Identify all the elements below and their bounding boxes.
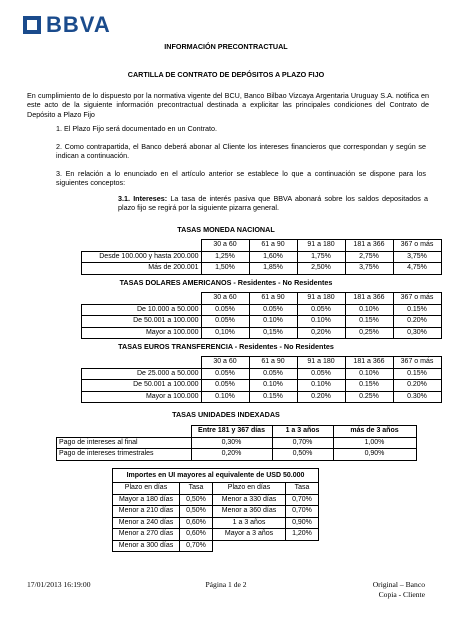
table-row	[113, 506, 319, 518]
item-3-1-text: La tasa de interés pasiva que BBVA abonará sobre los saldos depositados a plazo fijo se regirá por la siguiente pizarra general.	[118, 194, 428, 213]
rate-cell: 0,70%	[272, 437, 333, 449]
table-row	[82, 368, 442, 380]
table-header-cell: 30 a 60	[201, 293, 249, 305]
item-1: 1. El Plazo Fijo será documentado en un Contrato.	[56, 124, 218, 133]
rate-cell: 0,25%	[345, 327, 393, 339]
table-row	[57, 449, 417, 461]
table-header-cell: 181 a 366	[345, 357, 393, 369]
table-euros-title: TASAS EUROS TRANSFERENCIA - Residentes - No Residentes	[118, 342, 334, 351]
table-header-cell: 181 a 366	[345, 240, 393, 252]
table-title-row	[113, 469, 319, 483]
rate-cell: 0.15%	[393, 368, 441, 380]
footer-date: 17/01/2013 16:19:00	[27, 580, 91, 589]
table-header-cell: 91 a 180	[297, 357, 345, 369]
rate-cell: 1,20%	[286, 529, 319, 541]
rate-cell: 0.05%	[201, 316, 249, 328]
rate-cell: 0.15%	[249, 391, 297, 403]
rate-cell: 3,75%	[345, 263, 393, 275]
term-cell: Menor a 300 días	[113, 540, 180, 552]
row-label: De 10.000 a 50.000	[82, 304, 202, 316]
item-3: 3. En relación a lo enunciado en el artículo anterior se establece lo que a continuación se dispone para los siguientes conceptos:	[56, 169, 426, 188]
bbva-logo-icon	[22, 15, 42, 35]
rate-cell: 0.05%	[249, 368, 297, 380]
rate-cell: 0.05%	[201, 304, 249, 316]
intro-paragraph: En cumplimiento de lo dispuesto por la normativa vigente del BCU, Banco Bilbao Vizcaya Argentaria Uruguay S.A. notifica en este acto de la siguiente información precontractual destinada a explicitar las principales condiciones del Contrato de Depósito a Plazo Fijo	[27, 91, 429, 119]
table-header-row	[82, 293, 442, 305]
rate-cell: 0,50%	[180, 494, 213, 506]
term-cell: 1 a 3 años	[213, 517, 286, 529]
table-header-row	[57, 426, 417, 438]
rate-cell: 0,90%	[286, 517, 319, 529]
rate-cell: 0,10%	[201, 327, 249, 339]
doc-title-2: CARTILLA DE CONTRATO DE DEPÓSITOS A PLAZO FIJO	[127, 70, 325, 79]
table-header-cell: Tasa	[180, 483, 213, 495]
rate-cell: 0,60%	[180, 517, 213, 529]
term-cell: Menor a 240 días	[113, 517, 180, 529]
footer-page: Página 1 de 2	[205, 580, 247, 589]
rate-cell: 3,75%	[393, 251, 441, 263]
term-cell: Menor a 210 días	[113, 506, 180, 518]
rate-cell: 1,60%	[249, 251, 297, 263]
rate-cell: 0.10%	[201, 391, 249, 403]
table-header-cell: 30 a 60	[201, 357, 249, 369]
rate-cell: 0.10%	[249, 316, 297, 328]
table-row	[82, 263, 442, 275]
rate-cell: 0.15%	[345, 380, 393, 392]
rate-cell: 0.20%	[393, 316, 441, 328]
rate-cell: 0.25%	[345, 391, 393, 403]
rate-cell: 1,75%	[297, 251, 345, 263]
rate-cell: 0,90%	[333, 449, 416, 461]
row-label: Desde 100.000 y hasta 200.000	[82, 251, 202, 263]
rate-cell: 0.10%	[345, 368, 393, 380]
term-cell: Menor a 270 días	[113, 529, 180, 541]
rate-cell: 0,70%	[286, 494, 319, 506]
table-header-cell: 61 a 90	[249, 293, 297, 305]
row-label: Mayor a 100.000	[82, 391, 202, 403]
rate-cell: 0.30%	[393, 391, 441, 403]
table-row	[113, 529, 319, 541]
row-label: Pago de intereses trimestrales	[57, 449, 192, 461]
rate-cell: 0.10%	[297, 380, 345, 392]
item-3-1	[118, 194, 428, 213]
table-header-cell: más de 3 años	[333, 426, 416, 438]
rate-cell: 1,50%	[201, 263, 249, 275]
table-row	[82, 304, 442, 316]
rate-cell: 0.10%	[297, 316, 345, 328]
rate-cell: 0,30%	[191, 437, 272, 449]
footer-copy-original: Original – Banco	[372, 580, 425, 589]
table-header-cell: 91 a 180	[297, 293, 345, 305]
table-header-cell: Plazo en días	[113, 483, 180, 495]
rate-cell: 0,60%	[180, 529, 213, 541]
rate-cell: 0.05%	[297, 304, 345, 316]
rate-cell: 0.20%	[393, 380, 441, 392]
table-dolares	[81, 292, 442, 339]
row-label: Mayor a 100.000	[82, 327, 202, 339]
table-row	[82, 327, 442, 339]
table-header-cell: 91 a 180	[297, 240, 345, 252]
rate-cell: 0.10%	[249, 380, 297, 392]
footer-copy-cliente: Copia - Cliente	[378, 590, 425, 599]
table-euros	[81, 356, 442, 403]
rate-cell: 0.05%	[297, 368, 345, 380]
rate-cell: 0,50%	[180, 506, 213, 518]
rate-cell: 0.15%	[345, 316, 393, 328]
rate-cell: 0.05%	[201, 368, 249, 380]
table-row	[113, 540, 319, 552]
bbva-logo	[22, 12, 111, 38]
row-label: De 25.000 a 50.000	[82, 368, 202, 380]
term-cell: Mayor a 180 días	[113, 494, 180, 506]
table-dolares-title: TASAS DOLARES AMERICANOS - Residentes - No Residentes	[119, 278, 333, 287]
table-ui-title: Importes en UI mayores al equivalente de USD 50.000	[113, 469, 319, 483]
table-header-row	[113, 483, 319, 495]
row-label: Más de 200.001	[82, 263, 202, 275]
rate-cell: 0.05%	[249, 304, 297, 316]
table-header-cell: 61 a 90	[249, 240, 297, 252]
rate-cell: 0,70%	[286, 506, 319, 518]
table-indexadas	[56, 425, 417, 461]
rate-cell: 1,00%	[333, 437, 416, 449]
rate-cell: 4,75%	[393, 263, 441, 275]
table-header-cell: 181 a 366	[345, 293, 393, 305]
term-cell: Mayor a 3 años	[213, 529, 286, 541]
rate-cell: 1,85%	[249, 263, 297, 275]
table-header-cell: 367 o más	[393, 293, 441, 305]
rate-cell: 1,25%	[201, 251, 249, 263]
item-2: 2. Como contrapartida, el Banco deberá abonar al Cliente los intereses financieros que correspondan y según se indican a continuación.	[56, 142, 426, 161]
rate-cell: 0,20%	[191, 449, 272, 461]
table-header-cell: Tasa	[286, 483, 319, 495]
table-row	[113, 494, 319, 506]
item-3-1-label: 3.1. Intereses:	[118, 194, 168, 203]
row-label: De 50.001 a 100.000	[82, 380, 202, 392]
rate-cell: 0.10%	[345, 304, 393, 316]
table-header-cell: 30 a 60	[201, 240, 249, 252]
rate-cell: 0,70%	[180, 540, 213, 552]
doc-title-1: INFORMACIÓN PRECONTRACTUAL	[164, 42, 288, 51]
table-header-cell: Plazo en días	[213, 483, 286, 495]
table-ui	[112, 468, 319, 552]
table-row	[82, 380, 442, 392]
rate-cell: 0,20%	[297, 327, 345, 339]
table-row	[82, 391, 442, 403]
table-header-row	[82, 240, 442, 252]
table-header-cell: 1 a 3 años	[272, 426, 333, 438]
table-nacional	[81, 239, 442, 275]
rate-cell: 2,75%	[345, 251, 393, 263]
table-row	[82, 316, 442, 328]
table-row	[57, 437, 417, 449]
table-row	[113, 517, 319, 529]
table-row	[82, 251, 442, 263]
table-header-cell: 61 a 90	[249, 357, 297, 369]
table-header-cell: Entre 181 y 367 días	[191, 426, 272, 438]
row-label: De 50.001 a 100.000	[82, 316, 202, 328]
term-cell: Menor a 330 días	[213, 494, 286, 506]
term-cell: Menor a 360 días	[213, 506, 286, 518]
table-header-cell: 367 o más	[393, 240, 441, 252]
rate-cell: 0,30%	[393, 327, 441, 339]
rate-cell: 0.20%	[297, 391, 345, 403]
table-header-row	[82, 357, 442, 369]
table-header-cell: 367 o más	[393, 357, 441, 369]
rate-cell: 0,50%	[272, 449, 333, 461]
table-nacional-title: TASAS MONEDA NACIONAL	[177, 225, 275, 234]
table-indexadas-title: TASAS UNIDADES INDEXADAS	[172, 410, 280, 419]
rate-cell: 0.15%	[393, 304, 441, 316]
rate-cell: 0.05%	[201, 380, 249, 392]
brand-name: BBVA	[46, 12, 111, 37]
rate-cell: 0,15%	[249, 327, 297, 339]
rate-cell: 2,50%	[297, 263, 345, 275]
row-label: Pago de intereses al final	[57, 437, 192, 449]
